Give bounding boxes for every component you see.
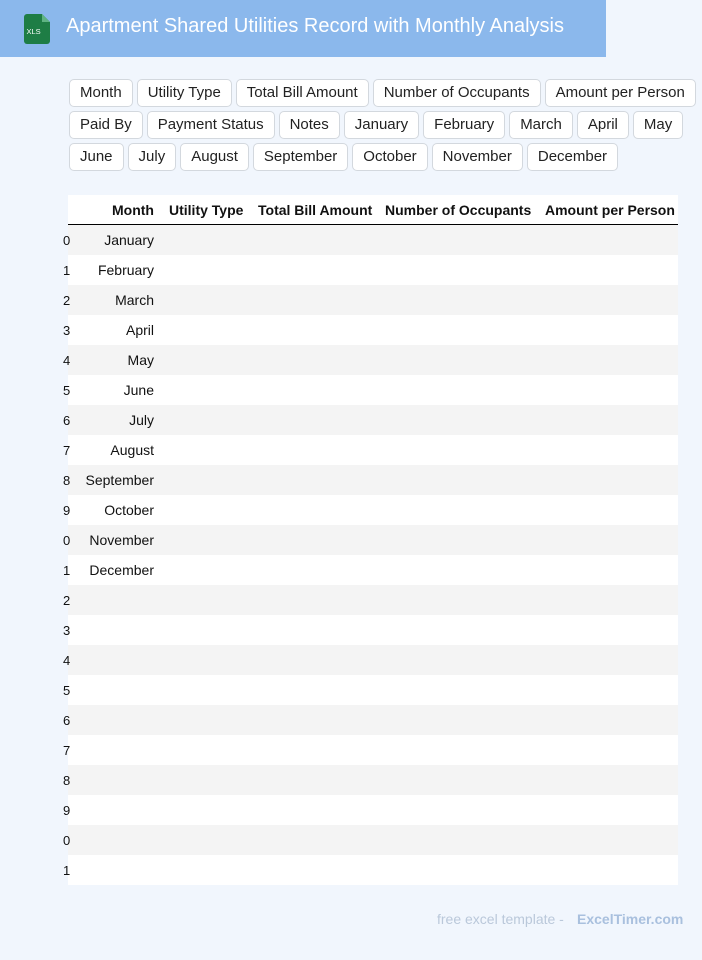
chip-payment-status[interactable]: Payment Status [147, 111, 275, 139]
chip-september[interactable]: September [253, 143, 348, 171]
column-header-amount-per-person[interactable]: Amount per Person [545, 202, 675, 218]
chip-paid-by[interactable]: Paid By [69, 111, 143, 139]
row-number: 8 [63, 773, 71, 788]
chip-number-of-occupants[interactable]: Number of Occupants [373, 79, 541, 107]
row-number: 9 [63, 503, 71, 518]
table-row[interactable] [63, 795, 678, 825]
table-row[interactable] [63, 705, 678, 735]
table-header-row [68, 195, 678, 225]
table-row[interactable] [63, 675, 678, 705]
title-banner [0, 0, 606, 57]
footer-brand-link[interactable]: ExcelTimer.com [577, 911, 684, 927]
table-row[interactable] [63, 765, 678, 795]
row-number: 7 [63, 443, 71, 458]
month-cell[interactable]: August [110, 442, 154, 458]
row-number: 2 [63, 593, 71, 608]
page-title: Apartment Shared Utilities Record with Monthly Analysis [66, 15, 564, 37]
table-row[interactable] [63, 225, 678, 255]
chip-march[interactable]: March [509, 111, 573, 139]
month-cell[interactable]: September [85, 472, 154, 488]
chip-amount-per-person[interactable]: Amount per Person [545, 79, 696, 107]
month-cell[interactable]: December [89, 562, 154, 578]
chip-notes[interactable]: Notes [279, 111, 340, 139]
row-number: 6 [63, 413, 71, 428]
excel-file-icon [24, 14, 50, 44]
chip-june[interactable]: June [69, 143, 124, 171]
table-row[interactable] [63, 855, 678, 885]
chip-november[interactable]: November [432, 143, 523, 171]
row-number: 1 [63, 263, 71, 278]
chip-january[interactable]: January [344, 111, 419, 139]
spreadsheet-table [63, 195, 678, 885]
chip-october[interactable]: October [352, 143, 427, 171]
chip-february[interactable]: February [423, 111, 505, 139]
row-number: 1 [63, 563, 71, 578]
row-number: 0 [63, 533, 71, 548]
row-number: 5 [63, 683, 71, 698]
table-row[interactable] [63, 315, 678, 345]
column-header-total-bill-amount[interactable]: Total Bill Amount [258, 202, 373, 218]
column-header-month[interactable]: Month [112, 202, 154, 218]
row-number: 0 [63, 833, 71, 848]
footer-text: free excel template - [437, 911, 564, 927]
row-number: 9 [63, 803, 71, 818]
row-number: 7 [63, 743, 71, 758]
chip-april[interactable]: April [577, 111, 629, 139]
month-cell[interactable]: April [125, 322, 154, 338]
month-cell[interactable]: November [89, 532, 154, 548]
chip-utility-type[interactable]: Utility Type [137, 79, 232, 107]
column-chip-list [69, 79, 699, 171]
table-body [63, 225, 678, 885]
chip-month[interactable]: Month [69, 79, 133, 107]
row-number: 4 [63, 653, 71, 668]
row-number: 1 [63, 863, 71, 878]
month-cell[interactable]: February [97, 262, 154, 278]
row-number: 0 [63, 233, 71, 248]
table-row[interactable] [63, 735, 678, 765]
table-row[interactable] [63, 465, 678, 495]
row-number: 2 [63, 293, 71, 308]
excel-icon-label: XLS [26, 27, 41, 36]
table-row[interactable] [63, 585, 678, 615]
column-header-utility-type[interactable]: Utility Type [169, 202, 244, 218]
table-row[interactable] [63, 375, 678, 405]
chip-total-bill-amount[interactable]: Total Bill Amount [236, 79, 369, 107]
table-row[interactable] [63, 405, 678, 435]
table-row[interactable] [63, 525, 678, 555]
month-cell[interactable]: July [129, 412, 154, 428]
table-row[interactable] [63, 345, 678, 375]
row-number: 4 [63, 353, 71, 368]
chip-august[interactable]: August [180, 143, 249, 171]
table-row[interactable] [63, 435, 678, 465]
month-cell[interactable]: January [104, 232, 154, 248]
row-number: 8 [63, 473, 71, 488]
table-row[interactable] [63, 285, 678, 315]
chip-december[interactable]: December [527, 143, 618, 171]
table-row[interactable] [63, 615, 678, 645]
column-header-number-of-occupants[interactable]: Number of Occupants [385, 202, 532, 218]
row-number: 3 [63, 323, 71, 338]
chip-may[interactable]: May [633, 111, 683, 139]
table-row[interactable] [63, 495, 678, 525]
table-row[interactable] [63, 825, 678, 855]
row-number: 5 [63, 383, 71, 398]
table-row[interactable] [63, 645, 678, 675]
row-number: 3 [63, 623, 71, 638]
month-cell[interactable]: May [127, 352, 154, 368]
month-cell[interactable]: June [123, 382, 154, 398]
month-cell[interactable]: October [104, 502, 154, 518]
row-number: 6 [63, 713, 71, 728]
chip-july[interactable]: July [128, 143, 177, 171]
month-cell[interactable]: March [115, 292, 154, 308]
table-row[interactable] [63, 555, 678, 585]
table-row[interactable] [63, 255, 678, 285]
